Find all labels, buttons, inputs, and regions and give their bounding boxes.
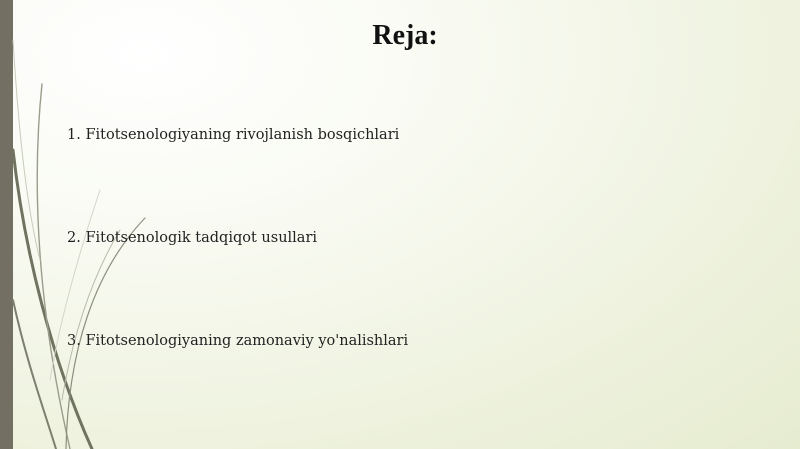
slide-title: Reja: (372, 20, 438, 51)
left-accent-bar (0, 0, 13, 449)
plan-item-3: 3. Fitotsenologiyaning zamonaviy yo'nalishlari (67, 333, 409, 349)
plan-item-2: 2. Fitotsenologik tadqiqot usullari (67, 230, 318, 246)
plan-item-1: 1. Fitotsenologiyaning rivojlanish bosqichlari (67, 127, 400, 143)
